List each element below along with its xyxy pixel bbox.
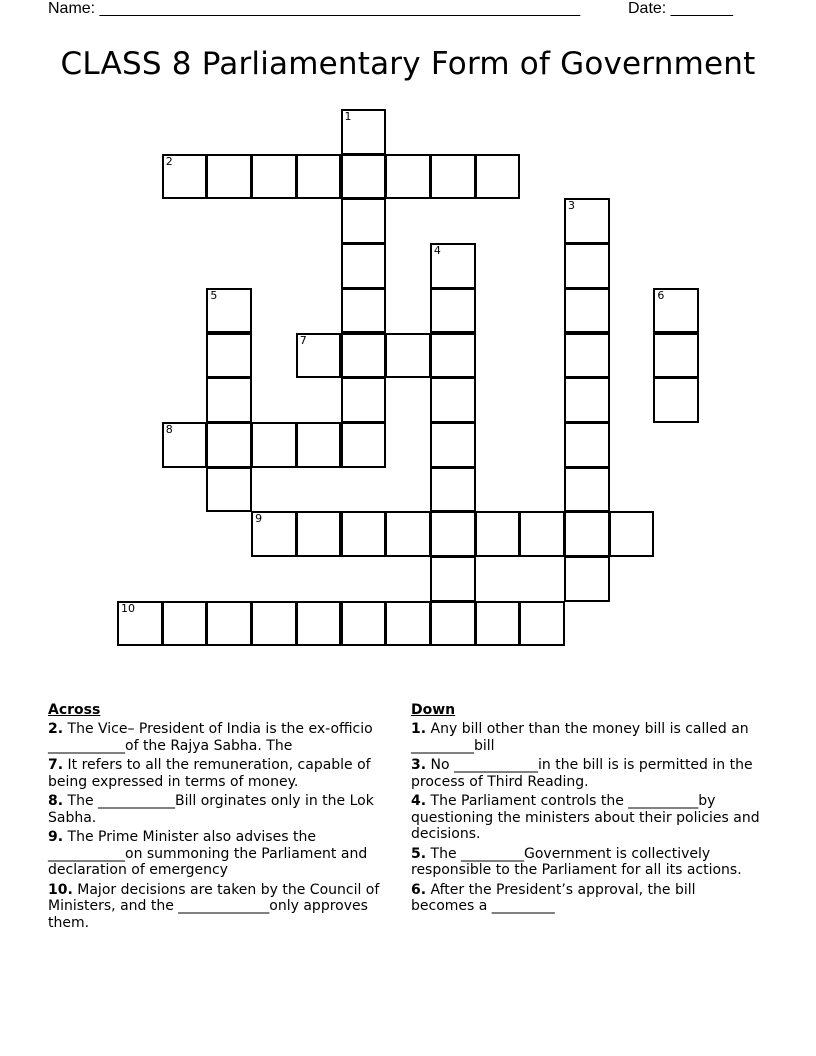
grid-cell[interactable] <box>206 154 252 200</box>
clue-number: 3. <box>411 757 427 773</box>
grid-cell[interactable] <box>475 601 521 647</box>
grid-cell[interactable] <box>206 601 252 647</box>
cell-number: 5 <box>210 288 218 302</box>
grid-cell[interactable] <box>430 377 476 423</box>
grid-cell[interactable] <box>430 511 476 557</box>
grid-cell[interactable] <box>341 601 387 647</box>
clue-down-3 <box>411 757 761 790</box>
grid-cell[interactable] <box>206 333 252 379</box>
grid-cell[interactable] <box>162 601 208 647</box>
cell-number: 3 <box>568 199 575 213</box>
grid-cell[interactable] <box>251 511 297 557</box>
clue-across-9 <box>48 829 404 879</box>
cell-number: 4 <box>433 244 441 258</box>
grid-cell[interactable] <box>206 288 252 334</box>
grid-cell[interactable] <box>653 333 699 379</box>
grid-cell[interactable] <box>341 198 387 244</box>
grid-cell[interactable] <box>609 511 655 557</box>
grid-cell[interactable] <box>341 154 387 200</box>
grid-cell[interactable] <box>430 601 476 647</box>
grid-cell[interactable] <box>564 511 610 557</box>
clue-text: Any bill other than the money bill is called an _________bill <box>411 721 749 754</box>
clue-down-6 <box>411 882 761 915</box>
clue-down-4 <box>411 793 761 843</box>
grid-cell[interactable] <box>564 333 610 379</box>
grid-cell[interactable] <box>206 467 252 513</box>
grid-cell[interactable] <box>430 467 476 513</box>
clue-number: 1. <box>411 721 427 737</box>
clue-number: 5. <box>411 845 427 862</box>
cell-number: 10 <box>121 601 135 615</box>
grid-cell[interactable] <box>341 422 387 468</box>
grid-cell[interactable] <box>206 377 252 423</box>
clue-text: The Vice– President of India is the ex-officio ___________of the Rajya Sabha. The <box>48 721 373 754</box>
grid-cell[interactable] <box>564 422 610 468</box>
clue-across-2 <box>48 721 404 754</box>
across-clues <box>48 701 404 934</box>
clue-number: 7. <box>48 757 64 773</box>
grid-cell[interactable] <box>385 154 431 200</box>
clue-number: 8. <box>48 793 64 809</box>
clue-down-1 <box>411 721 761 754</box>
grid-cell[interactable] <box>430 556 476 602</box>
cell-number: 7 <box>299 333 307 347</box>
cell-number: 8 <box>165 422 173 436</box>
grid-cell[interactable] <box>519 601 565 647</box>
clue-across-7 <box>48 757 404 790</box>
grid-cell[interactable] <box>296 154 342 200</box>
grid-cell[interactable] <box>564 243 610 289</box>
grid-cell[interactable] <box>653 288 699 334</box>
grid-cell[interactable] <box>162 422 208 468</box>
cell-number: 6 <box>657 288 665 302</box>
grid-cell[interactable] <box>519 511 565 557</box>
grid-cell[interactable] <box>430 243 476 289</box>
grid-cell[interactable] <box>385 333 431 379</box>
grid-cell[interactable] <box>341 333 387 379</box>
grid-cell[interactable] <box>475 154 521 200</box>
clue-number: 6. <box>411 881 427 898</box>
clue-text: The Prime Minister also advises the ___________on summoning the Parliament and declaration of emergency <box>48 829 368 878</box>
grid-cell[interactable] <box>251 601 297 647</box>
clue-text: No ____________in the bill is is permitted in the process of Third Reading. <box>411 757 753 790</box>
clue-across-10 <box>48 882 404 932</box>
down-clues <box>411 701 761 918</box>
clue-text: Major decisions are taken by the Council of Ministers, and the _____________only approves them. <box>48 881 380 931</box>
grid-cell[interactable] <box>162 154 208 200</box>
across-heading: Across <box>48 702 101 718</box>
grid-cell[interactable] <box>564 288 610 334</box>
clue-down-5 <box>411 846 761 879</box>
grid-cell[interactable] <box>564 467 610 513</box>
page-title: CLASS 8 Parliamentary Form of Government <box>60 46 756 82</box>
grid-cell[interactable] <box>564 377 610 423</box>
grid-cell[interactable] <box>564 198 610 244</box>
grid-cell[interactable] <box>251 154 297 200</box>
clue-text: The ___________Bill orginates only in the Lok Sabha. <box>48 793 374 826</box>
grid-cell[interactable] <box>341 109 387 155</box>
grid-cell[interactable] <box>117 601 163 647</box>
grid-cell[interactable] <box>564 556 610 602</box>
grid-cell[interactable] <box>341 243 387 289</box>
clue-text: The Parliament controls the __________by questioning the ministers about their policies and decisions. <box>411 793 760 842</box>
grid-cell[interactable] <box>385 601 431 647</box>
grid-cell[interactable] <box>341 288 387 334</box>
grid-cell[interactable] <box>296 601 342 647</box>
clue-text: After the President’s approval, the bill becomes a _________ <box>411 881 696 914</box>
down-heading: Down <box>411 702 456 718</box>
grid-cell[interactable] <box>296 422 342 468</box>
grid-cell[interactable] <box>385 511 431 557</box>
clue-number: 9. <box>48 829 64 845</box>
name-field-label[interactable]: Name: ______________________________________________________ <box>48 0 581 17</box>
grid-cell[interactable] <box>296 333 342 379</box>
clue-number: 4. <box>411 793 427 809</box>
cell-number: 1 <box>344 110 352 123</box>
date-field-label[interactable]: Date: _______ <box>628 0 733 17</box>
clue-text: The _________Government is collectively responsible to the Parliament for all its actions. <box>411 845 742 878</box>
clue-text: It refers to all the remuneration, capable of being expressed in terms of money. <box>48 757 371 790</box>
cell-number: 9 <box>255 512 263 526</box>
grid-cell[interactable] <box>430 422 476 468</box>
grid-cell[interactable] <box>475 511 521 557</box>
clue-number: 2. <box>48 721 64 737</box>
cell-number: 2 <box>165 154 173 168</box>
grid-cell[interactable] <box>341 511 387 557</box>
grid-cell[interactable] <box>251 422 297 468</box>
grid-cell[interactable] <box>296 511 342 557</box>
grid-cell[interactable] <box>430 288 476 334</box>
grid-cell[interactable] <box>430 154 476 200</box>
clue-across-8 <box>48 793 404 826</box>
grid-cell[interactable] <box>206 422 252 468</box>
grid-cell[interactable] <box>341 377 387 423</box>
grid-cell[interactable] <box>430 333 476 379</box>
clue-number: 10. <box>48 881 73 898</box>
grid-cell[interactable] <box>653 377 699 423</box>
